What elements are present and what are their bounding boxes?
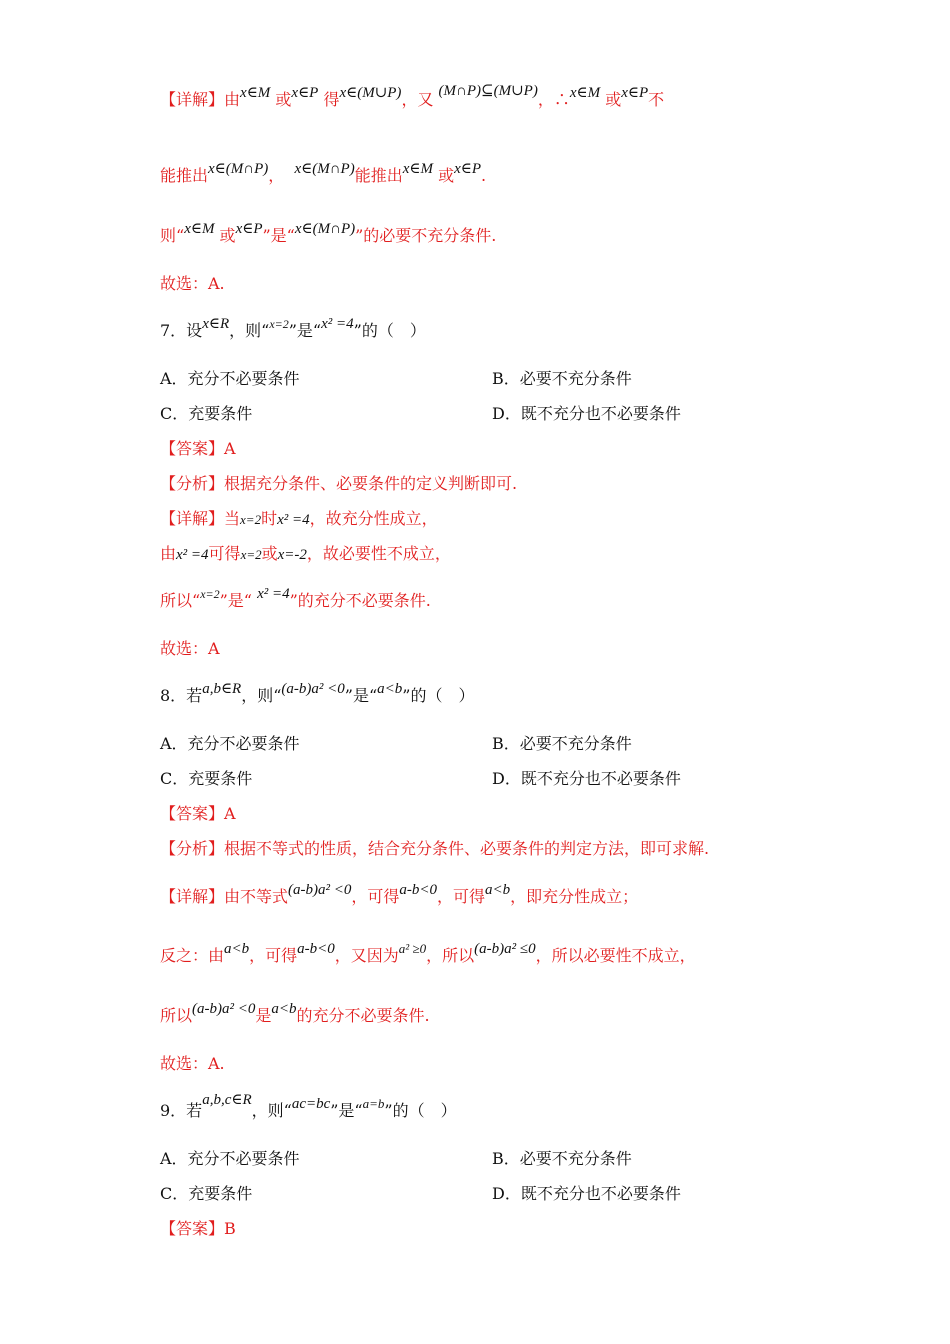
text: 或 xyxy=(438,166,455,185)
math: x=2 xyxy=(269,317,289,331)
text: 当 xyxy=(224,509,241,528)
math: x² =4 xyxy=(176,547,209,563)
q7-detail-line3 xyxy=(160,586,431,612)
math: x=2 xyxy=(240,547,262,562)
text: ，则“ xyxy=(251,1101,292,1120)
text: 可得 xyxy=(208,544,241,563)
math: a<b xyxy=(377,681,403,697)
math: (M∩P)⊆(M∪P) xyxy=(438,83,538,99)
text: 反之：由 xyxy=(160,946,225,965)
text: ，故必要性不成立， xyxy=(306,544,451,563)
text: 所以“ xyxy=(160,591,201,610)
math: a<b xyxy=(485,882,511,898)
text: ”的充分不必要条件. xyxy=(289,591,431,610)
text: ，可得 xyxy=(351,887,400,906)
q7-answer: 【答案】A xyxy=(160,439,236,458)
text: ，又 xyxy=(401,90,434,109)
q8-detail-line1 xyxy=(160,882,639,908)
text: ”的（ ） xyxy=(402,686,475,705)
text: 不 xyxy=(648,90,665,109)
text: 由 xyxy=(160,544,177,563)
text: ”是“ xyxy=(219,591,252,610)
text: ”的必要不充分条件. xyxy=(355,226,497,245)
math: a-b<0 xyxy=(399,882,438,898)
math: (a-b)a² <0 xyxy=(281,681,345,697)
text: 由 xyxy=(224,90,241,109)
text: ，则“ xyxy=(229,321,270,340)
math: x∈M xyxy=(240,85,271,101)
detail-tag: 【详解】 xyxy=(160,90,225,109)
math: a² ≥0 xyxy=(398,941,427,956)
text: 是 xyxy=(255,1006,272,1025)
text: ，∴ xyxy=(537,90,570,109)
text: 9．若 xyxy=(160,1101,203,1120)
text: 或 xyxy=(605,90,622,109)
q7-option-c[interactable]: C．充要条件 xyxy=(160,404,253,423)
q6-detail-line3 xyxy=(160,221,497,247)
text: ，可得 xyxy=(437,887,486,906)
text: 或 xyxy=(275,90,292,109)
q9-option-a[interactable]: A．充分不必要条件 xyxy=(160,1149,300,1168)
math: x∈M xyxy=(184,221,215,237)
math: a,b,c∈R xyxy=(202,1092,252,1108)
detail-tag: 【详解】 xyxy=(160,887,225,906)
math: a<b xyxy=(224,941,250,957)
text: 由不等式 xyxy=(224,887,289,906)
text: ，所以必要性不成立， xyxy=(535,946,696,965)
text: ，所以 xyxy=(426,946,475,965)
text: ”是“ xyxy=(262,226,295,245)
math: x=2 xyxy=(240,512,262,527)
text: 7．设 xyxy=(160,321,203,340)
text: 或 xyxy=(219,226,236,245)
text: 8．若 xyxy=(160,686,203,705)
math: x² =4 xyxy=(257,586,290,602)
detail-tag: 【详解】 xyxy=(160,509,225,528)
text: . xyxy=(481,166,487,185)
math: x=-2 xyxy=(277,547,307,563)
q6-detail-line1 xyxy=(160,83,665,111)
math: ac=bc xyxy=(291,1096,331,1112)
text: ， xyxy=(268,166,285,185)
math: x∈(M∩P) xyxy=(208,161,269,177)
q7-analysis: 【分析】根据充分条件、必要条件的定义判断即可. xyxy=(160,474,518,493)
text: 则“ xyxy=(160,226,185,245)
q6-detail-line2 xyxy=(160,161,487,187)
q7-stem xyxy=(160,316,426,342)
math: a,b∈R xyxy=(202,681,242,697)
math: x∈P xyxy=(621,85,649,101)
q7-option-b[interactable]: B．必要不充分条件 xyxy=(492,369,632,388)
text: ，可得 xyxy=(249,946,298,965)
q8-option-b[interactable]: B．必要不充分条件 xyxy=(492,734,632,753)
q7-choice: 故选：A xyxy=(160,639,220,658)
text: ，则“ xyxy=(241,686,282,705)
q7-option-a[interactable]: A．充分不必要条件 xyxy=(160,369,300,388)
math: x² =4 xyxy=(321,316,354,332)
text: ”是“ xyxy=(288,321,322,340)
text: ”是“ xyxy=(330,1101,363,1120)
math: x∈(M∪P) xyxy=(339,85,402,101)
q9-answer: 【答案】B xyxy=(160,1219,236,1238)
q8-answer: 【答案】A xyxy=(160,804,236,823)
text: ，即充分性成立； xyxy=(510,887,639,906)
q9-stem xyxy=(160,1092,457,1122)
q8-option-d[interactable]: D．既不充分也不必要条件 xyxy=(492,769,681,788)
text: 或 xyxy=(261,544,278,563)
text: ”的（ ） xyxy=(384,1101,457,1120)
math: a-b<0 xyxy=(297,941,335,957)
math: x∈M xyxy=(569,85,601,101)
q6-choice: 故选：A. xyxy=(160,274,225,293)
math: x=2 xyxy=(200,587,220,601)
q8-option-a[interactable]: A．充分不必要条件 xyxy=(160,734,300,753)
math: a<b xyxy=(271,1001,297,1017)
q7-detail-line1 xyxy=(160,509,438,530)
q7-option-d[interactable]: D．既不充分也不必要条件 xyxy=(492,404,681,423)
math: x∈(M∩P) xyxy=(294,221,356,237)
q8-stem xyxy=(160,681,475,707)
math: x∈R xyxy=(202,316,230,332)
math: (a-b)a² <0 xyxy=(192,1001,256,1017)
q9-option-b[interactable]: B．必要不充分条件 xyxy=(492,1149,632,1168)
math: x∈(M∩P) xyxy=(294,161,355,177)
math: a=b xyxy=(362,1096,385,1111)
math: x∈P xyxy=(291,85,319,101)
math: (a-b)a² ≤0 xyxy=(474,941,536,957)
text: ，故充分性成立， xyxy=(309,509,438,528)
q8-detail-line3 xyxy=(160,1001,430,1027)
text: ”是“ xyxy=(344,686,378,705)
q9-option-d[interactable]: D．既不充分也不必要条件 xyxy=(492,1184,681,1203)
text: 所以 xyxy=(160,1006,193,1025)
text: 的充分不必要条件. xyxy=(296,1006,430,1025)
text: 时 xyxy=(261,509,278,528)
math: x∈P xyxy=(454,161,482,177)
text: 能推出 xyxy=(160,166,209,185)
q9-option-c[interactable]: C．充要条件 xyxy=(160,1184,253,1203)
math: x∈P xyxy=(235,221,263,237)
math: x∈M xyxy=(402,161,433,177)
q8-choice: 故选：A. xyxy=(160,1054,225,1073)
text: ，又因为 xyxy=(334,946,399,965)
math: (a-b)a² <0 xyxy=(288,882,352,898)
text: 能推出 xyxy=(354,166,403,185)
text: ”的（ ） xyxy=(353,321,426,340)
q8-analysis: 【分析】根据不等式的性质，结合充分条件、必要条件的判定方法，即可求解. xyxy=(160,839,710,858)
text: 得 xyxy=(323,90,340,109)
q7-detail-line2 xyxy=(160,544,451,565)
q8-detail-line2 xyxy=(160,941,696,967)
math: x² =4 xyxy=(277,512,310,528)
q8-option-c[interactable]: C．充要条件 xyxy=(160,769,253,788)
